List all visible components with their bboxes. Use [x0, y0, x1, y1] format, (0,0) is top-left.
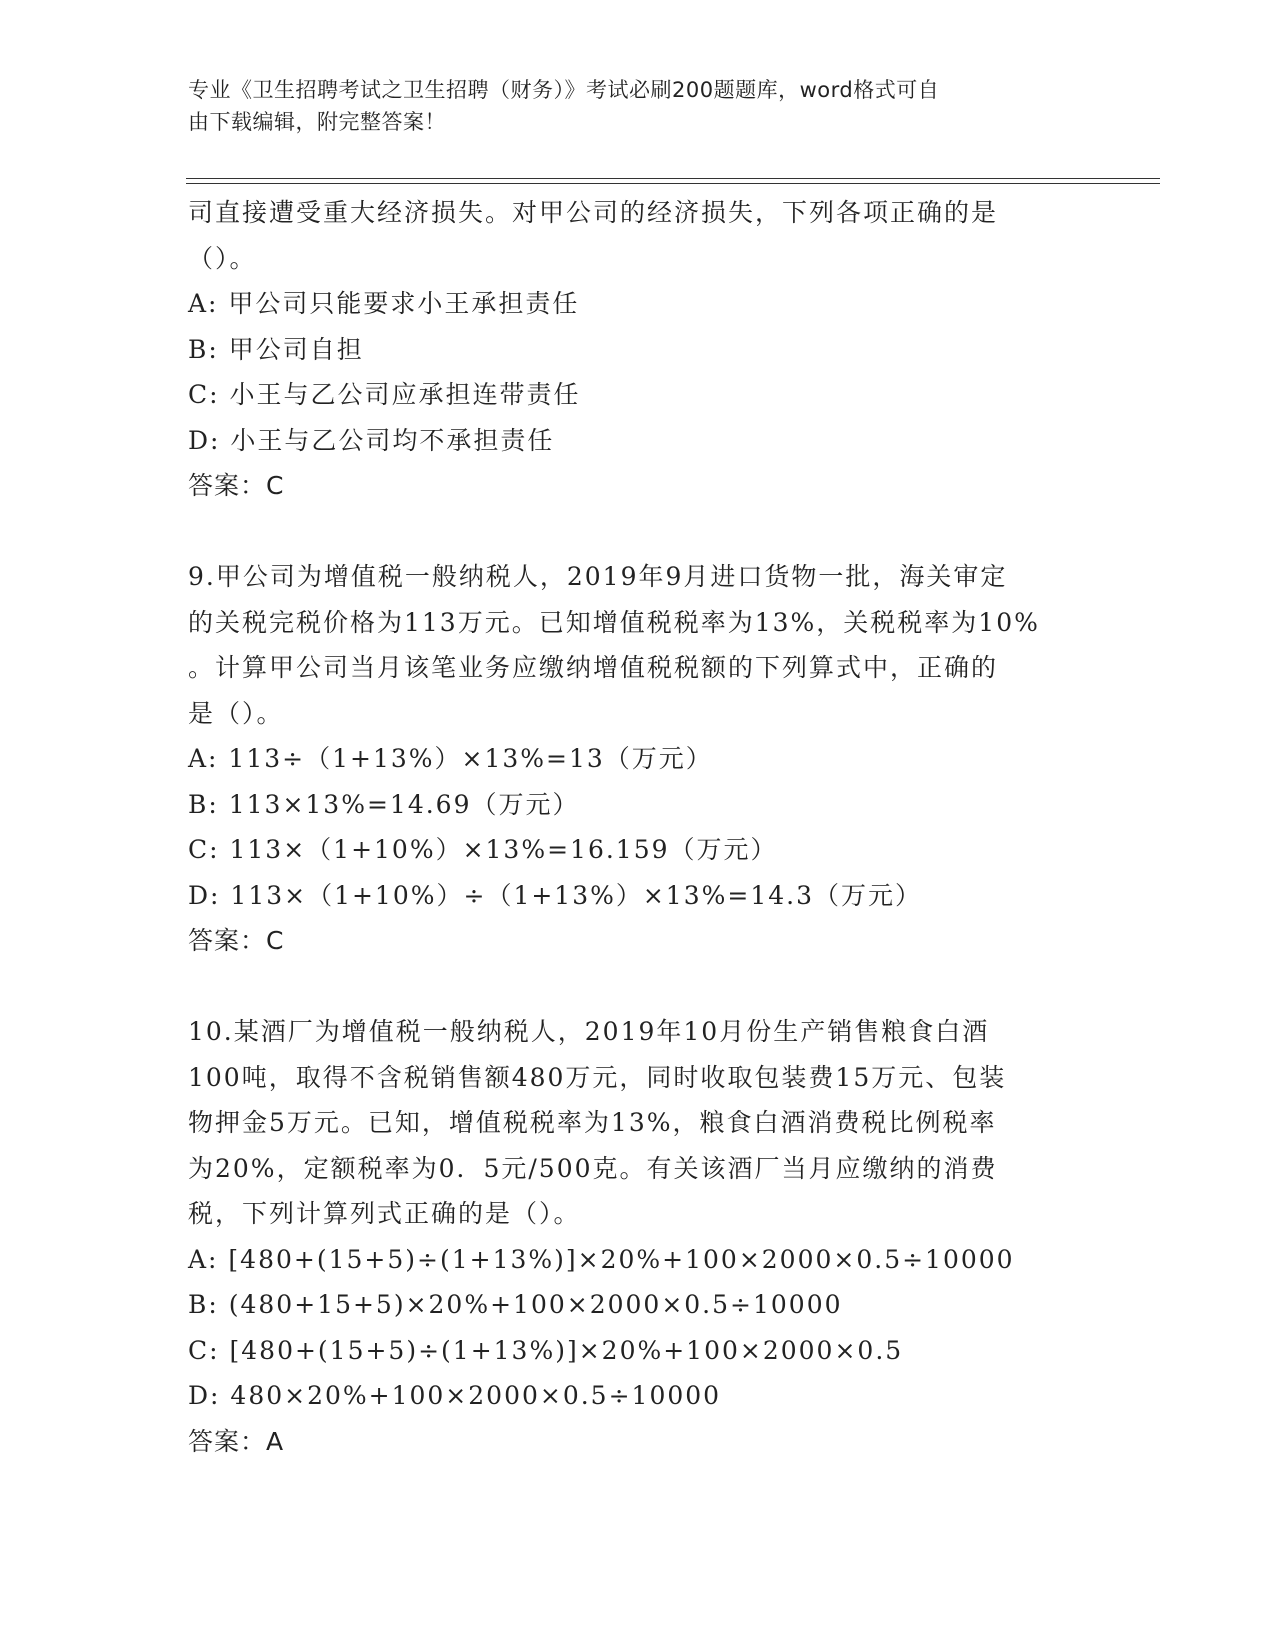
question-10-option-a: A: [480+(15+5)÷(1+13%)]×20%+100×2000×0.5÷10000: [188, 1244, 1015, 1274]
question-9-option-a: A: 113÷（1+13%）×13%=13（万元）: [188, 744, 713, 773]
question-8-answer: 答案：C: [188, 471, 285, 500]
document-header: [188, 74, 1088, 138]
question-8-option-d: D: 小王与乙公司均不承担责任: [188, 425, 555, 455]
question-9: [188, 554, 1088, 964]
question-8-option-b: B: 甲公司自担: [188, 334, 364, 364]
question-10-stem-line-3: 物押金5万元。已知，增值税税率为13%，粮食白酒消费税比例税率: [188, 1108, 997, 1137]
question-9-stem-line-1: 9.甲公司为增值税一般纳税人，2019年9月进口货物一批，海关审定: [188, 562, 1008, 591]
question-10-option-b: B: (480+15+5)×20%+100×2000×0.5÷10000: [188, 1290, 843, 1319]
header-divider-bottom: [186, 183, 1160, 184]
question-10-stem-line-4: 为20%，定额税率为0．5元/500克。有关该酒厂当月应缴纳的消费: [188, 1153, 998, 1183]
question-10-stem-line-5: 税，下列计算列式正确的是（）。: [188, 1199, 581, 1228]
question-9-option-d: D: 113×（1+10%）÷（1+13%）×13%=14.3（万元）: [188, 880, 922, 910]
question-10-option-c: C: [480+(15+5)÷(1+13%)]×20%+100×2000×0.5: [188, 1335, 904, 1365]
header-title-line-2: 由下载编辑，附完整答案！: [188, 110, 446, 134]
question-spacer: [188, 964, 1088, 1010]
question-9-answer: 答案：C: [188, 926, 285, 955]
question-10-stem-line-1: 10.某酒厂为增值税一般纳税人，2019年10月份生产销售粮食白酒: [188, 1017, 990, 1046]
question-9-option-b: B: 113×13%=14.69（万元）: [188, 789, 580, 819]
question-8-stem-line-1: 司直接遭受重大经济损失。对甲公司的经济损失，下列各项正确的是: [188, 198, 999, 227]
question-9-stem-line-2: 的关税完税价格为113万元。已知增值税税率为13%，关税税率为10%: [188, 607, 1040, 637]
question-8: [188, 190, 1088, 509]
header-divider-top: [186, 178, 1160, 179]
question-9-stem-line-4: 是（）。: [188, 698, 284, 728]
question-10: [188, 1009, 1088, 1464]
question-8-option-a: A: 甲公司只能要求小王承担责任: [188, 289, 580, 318]
question-8-option-c: C: 小王与乙公司应承担连带责任: [188, 380, 581, 409]
question-10-answer: 答案：A: [188, 1426, 285, 1456]
question-8-stem-line-2: （）。: [188, 243, 257, 273]
question-9-option-c: C: 113×（1+10%）×13%=16.159（万元）: [188, 835, 778, 864]
question-10-option-d: D: 480×20%+100×2000×0.5÷10000: [188, 1381, 722, 1410]
question-spacer: [188, 509, 1088, 555]
question-10-stem-line-2: 100吨，取得不含税销售额480万元，同时收取包装费15万元、包装: [188, 1062, 1007, 1092]
document-body: [188, 190, 1088, 1464]
question-9-stem-line-3: 。计算甲公司当月该笔业务应缴纳增值税税额的下列算式中，正确的: [188, 653, 999, 682]
header-title-line-1: 专业《卫生招聘考试之卫生招聘（财务）》考试必刷200题题库，word格式可自: [188, 78, 940, 102]
